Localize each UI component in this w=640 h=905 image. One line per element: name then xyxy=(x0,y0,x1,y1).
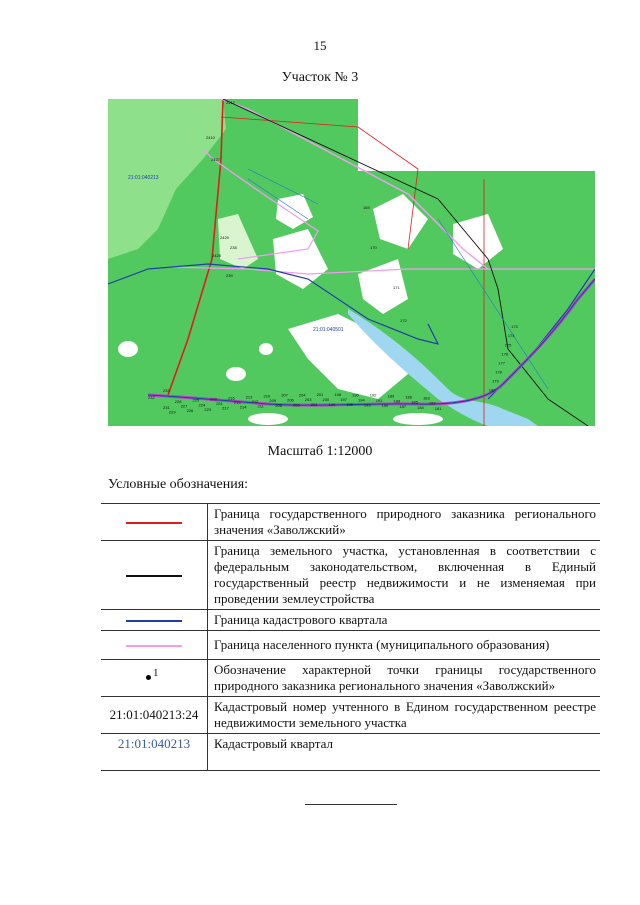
legend-description: Граница кадастрового квартала xyxy=(208,610,601,631)
map-point-label: 225 xyxy=(192,397,200,403)
legend-row xyxy=(101,697,600,734)
map-point-label: 229 xyxy=(168,409,176,415)
map-point-label: 204 xyxy=(298,392,306,398)
map-point-label: 217 xyxy=(222,405,229,411)
legend-description: Граница населенного пункта (муниципального образования) xyxy=(208,631,601,660)
legend-description: Кадастровый номер учтенного в Едином государственном реестре недвижимости земельного участка xyxy=(208,697,601,734)
map-point-label: 239 xyxy=(226,273,233,278)
map-point-label: 233 xyxy=(163,388,170,393)
legend-description: Граница земельного участка, установленная в соответствии с федеральным законодательством, включенная в Единый государственный реестр недвижимости и не изменяемая при проведении землеустройства xyxy=(208,541,601,610)
map-quarter-label: 21:01:040501 xyxy=(313,327,344,333)
map-point-label: 200 xyxy=(322,397,330,402)
legend-symbol-cell xyxy=(101,504,208,541)
red-line-sample xyxy=(126,522,182,524)
boundary-point-symbol xyxy=(144,667,164,685)
map-point-label: 196 xyxy=(346,402,353,408)
map-point-label: 199 xyxy=(328,402,336,407)
map-point-label: 210 xyxy=(263,393,271,399)
map-point-label: 173 xyxy=(511,324,518,330)
map-point-label: 221 xyxy=(216,401,223,407)
map-point-label: 205 xyxy=(293,402,300,408)
map-point-label: 203 xyxy=(304,397,312,403)
point-number: 1 xyxy=(153,667,159,679)
map-point-label: 183 xyxy=(423,395,430,401)
map-point-label: 213 xyxy=(245,394,253,400)
map-point-label: 187 xyxy=(399,403,407,409)
map-point-label: 190 xyxy=(381,403,389,409)
map-point-label: 228 xyxy=(174,399,182,405)
legend-row xyxy=(101,631,600,660)
map-point-label: 211 xyxy=(257,403,264,409)
map-point-label: 232 xyxy=(148,395,155,400)
map-point-label: 169 xyxy=(363,205,370,210)
map-point-label: 186 xyxy=(405,394,412,400)
legend-symbol-cell xyxy=(101,660,208,697)
map-point-label: 185 xyxy=(411,399,418,405)
map-point-label: 2410 xyxy=(206,135,215,140)
map-scale: Масштаб 1:12000 xyxy=(267,444,373,459)
map-field xyxy=(226,367,246,381)
map-point-label: 172 xyxy=(400,318,407,323)
map-point-label: 193 xyxy=(363,402,371,408)
map-point-label: 215 xyxy=(233,399,241,405)
map xyxy=(108,99,595,426)
legend-row xyxy=(101,734,600,771)
map-point-label: 181 xyxy=(434,406,442,412)
legend-row xyxy=(101,504,600,541)
legend-symbol-cell xyxy=(101,610,208,631)
map-point-label: 227 xyxy=(180,403,188,409)
map-point-label: 207 xyxy=(281,392,288,398)
legend-row xyxy=(101,660,600,697)
legend-symbol-cell xyxy=(101,541,208,610)
legend-heading: Условные обозначения: xyxy=(108,477,249,492)
map-point-label: 171 xyxy=(393,285,400,290)
section-title: Участок № 3 xyxy=(281,70,359,85)
legend-symbol-cell xyxy=(101,631,208,660)
legend-description: Граница государственного природного заказника регионального значения «Заволжский» xyxy=(208,504,601,541)
map-point-label: 188 xyxy=(393,398,401,404)
map-point-label: 179 xyxy=(492,378,499,384)
page-number: 15 xyxy=(313,38,327,53)
map-point-label: 222 xyxy=(210,396,217,402)
map-point-label: 226 xyxy=(186,408,194,414)
legend-table xyxy=(101,503,600,771)
map-point-label: 184 xyxy=(417,404,424,410)
map-point-label: 175 xyxy=(504,342,512,348)
map-point-label: 198 xyxy=(334,392,342,397)
map-point-label: 174 xyxy=(507,333,515,339)
map-point-label: 197 xyxy=(340,397,347,403)
point-dot-icon xyxy=(146,675,151,680)
legend-symbol-cell: 21:01:040213 xyxy=(101,734,208,771)
map-point-label: 195 xyxy=(352,392,359,398)
map-quarter-label: 21:01:040213 xyxy=(128,175,159,181)
legend-description: Кадастровый квартал xyxy=(208,734,601,771)
black-line-sample xyxy=(126,575,182,577)
map-point-label: 176 xyxy=(501,351,509,357)
map-point-label: 2429 xyxy=(220,235,229,240)
legend-description: Обозначение характерной точки границы государственного природного заказника регионального значения «Заволжский» xyxy=(208,660,601,697)
legend-symbol-cell: 21:01:040213:24 xyxy=(101,697,208,734)
map-point-label: 223 xyxy=(204,406,212,412)
map-point-label: 224 xyxy=(198,402,206,408)
map-field xyxy=(248,413,288,425)
map-point-label: 206 xyxy=(287,397,294,403)
pink-line-sample xyxy=(126,645,182,647)
map-point-label: 202 xyxy=(310,402,318,408)
map-point-label: 180 xyxy=(488,387,496,393)
map-point-label: 178 xyxy=(495,369,502,375)
map-point-label: 216 xyxy=(228,395,235,401)
map-point-label: 170 xyxy=(370,245,377,250)
map-point-label: 182 xyxy=(428,400,436,406)
map-point-label: 189 xyxy=(387,393,395,399)
legend-row xyxy=(101,610,600,631)
map-point-label: 2428 xyxy=(212,253,221,258)
map-point-label: 177 xyxy=(498,360,505,366)
blue-line-sample xyxy=(126,620,182,622)
map-field xyxy=(259,343,273,355)
legend-row xyxy=(101,541,600,610)
map-point-label: 2412 xyxy=(226,100,235,105)
map-point-label: 231 xyxy=(163,405,170,410)
map-point-label: 192 xyxy=(369,392,377,398)
map-point-label: 2427 xyxy=(211,157,220,162)
map-point-label: 238 xyxy=(230,245,237,250)
map-field xyxy=(393,413,443,425)
map-point-label: 201 xyxy=(316,392,324,397)
map-point-label: 191 xyxy=(375,397,383,403)
map-blank-area xyxy=(358,99,595,171)
map-point-label: 194 xyxy=(358,397,365,403)
map-point-label: 208 xyxy=(275,402,282,408)
map-field xyxy=(118,341,138,357)
map-point-label: 209 xyxy=(269,398,277,404)
map-point-label: 214 xyxy=(239,404,247,410)
footnote-separator xyxy=(305,804,397,805)
map-point-label: 212 xyxy=(251,399,259,404)
